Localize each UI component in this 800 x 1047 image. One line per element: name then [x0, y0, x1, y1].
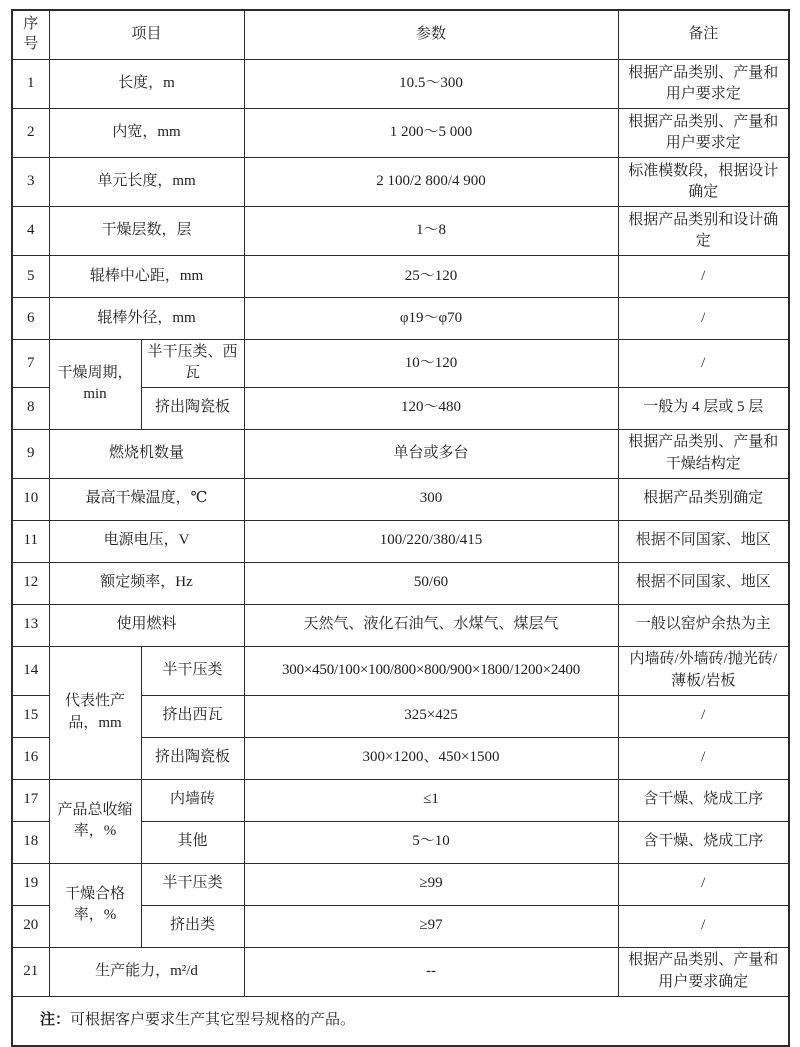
- item-cell: 辊棒中心距，mm: [49, 256, 244, 298]
- col-header-param: 参数: [244, 10, 618, 60]
- row-number-cell: 9: [12, 429, 49, 478]
- param-cell: ≤1: [244, 779, 618, 821]
- row-number-cell: 1: [12, 60, 49, 109]
- row-number-cell: 10: [12, 478, 49, 520]
- row-number-cell: 3: [12, 158, 49, 207]
- param-cell: ≥97: [244, 905, 618, 947]
- row-number-cell: 17: [12, 779, 49, 821]
- item-group-cell: 干燥周期，min: [49, 340, 141, 430]
- row-number-cell: 4: [12, 207, 49, 256]
- col-header-no-label: 序号: [23, 16, 39, 53]
- remark-cell: 根据产品类别、产量和用户要求定: [618, 60, 789, 109]
- table-row: [12, 429, 789, 478]
- row-number-cell: 13: [12, 604, 49, 646]
- row-number-cell: 11: [12, 520, 49, 562]
- item-sub-cell: 挤出西瓦: [141, 695, 244, 737]
- param-cell: ≥99: [244, 863, 618, 905]
- param-cell: 300: [244, 478, 618, 520]
- remark-cell: /: [618, 298, 789, 340]
- remark-cell: 标准模数段，根据设计确定: [618, 158, 789, 207]
- item-sub-cell: 半干压类: [141, 646, 244, 695]
- param-cell: 单台或多台: [244, 429, 618, 478]
- item-sub-cell: 挤出类: [141, 905, 244, 947]
- param-cell: 300×450/100×100/800×800/900×1800/1200×2400: [244, 646, 618, 695]
- table-row: [12, 256, 789, 298]
- note-label: 注：: [40, 1011, 71, 1028]
- param-cell: 1 200～5 000: [244, 109, 618, 158]
- param-cell: 10～120: [244, 340, 618, 388]
- table-note-row: [12, 996, 789, 1046]
- remark-cell: 根据产品类别、产量和干燥结构定: [618, 429, 789, 478]
- param-cell: φ19～φ70: [244, 298, 618, 340]
- row-number-cell: 5: [12, 256, 49, 298]
- item-group-cell: 产品总收缩率，%: [49, 779, 141, 863]
- table-note-cell: [12, 996, 789, 1046]
- row-number-cell: 2: [12, 109, 49, 158]
- table-row: [12, 520, 789, 562]
- note-text: 可根据客户要求生产其它型号规格的产品。: [70, 1011, 356, 1028]
- item-cell: 电源电压，V: [49, 520, 244, 562]
- table-row: [12, 863, 789, 905]
- item-cell: 辊棒外径，mm: [49, 298, 244, 340]
- param-cell: 2 100/2 800/4 900: [244, 158, 618, 207]
- remark-cell: /: [618, 340, 789, 388]
- remark-cell: 一般以窑炉余热为主: [618, 604, 789, 646]
- row-number-cell: 18: [12, 821, 49, 863]
- remark-cell: 根据产品类别、产量和用户要求确定: [618, 947, 789, 996]
- item-cell: 最高干燥温度，℃: [49, 478, 244, 520]
- table-row: [12, 109, 789, 158]
- item-cell: 内宽，mm: [49, 109, 244, 158]
- remark-cell: 内墙砖/外墙砖/抛光砖/薄板/岩板: [618, 646, 789, 695]
- row-number-cell: 19: [12, 863, 49, 905]
- header-row: [12, 10, 789, 60]
- param-cell: 120～480: [244, 387, 618, 429]
- col-header-no: [12, 10, 49, 60]
- row-number-cell: 20: [12, 905, 49, 947]
- table-row: [12, 340, 789, 388]
- param-cell: 25～120: [244, 256, 618, 298]
- remark-cell: 根据产品类别、产量和用户要求定: [618, 109, 789, 158]
- remark-cell: 根据产品类别确定: [618, 478, 789, 520]
- table-row: [12, 60, 789, 109]
- table-row: [12, 298, 789, 340]
- item-cell: 干燥层数，层: [49, 207, 244, 256]
- remark-cell: /: [618, 737, 789, 779]
- table-row: [12, 646, 789, 695]
- param-cell: 天然气、液化石油气、水煤气、煤层气: [244, 604, 618, 646]
- remark-cell: 根据产品类别和设计确定: [618, 207, 789, 256]
- col-header-item: 项目: [49, 10, 244, 60]
- row-number-cell: 14: [12, 646, 49, 695]
- param-cell: 10.5～300: [244, 60, 618, 109]
- item-cell: 使用燃料: [49, 604, 244, 646]
- item-cell: 额定频率，Hz: [49, 562, 244, 604]
- row-number-cell: 6: [12, 298, 49, 340]
- param-cell: 5～10: [244, 821, 618, 863]
- remark-cell: /: [618, 905, 789, 947]
- row-number-cell: 16: [12, 737, 49, 779]
- table-row: [12, 562, 789, 604]
- item-group-cell: 代表性产品，mm: [49, 646, 141, 779]
- item-sub-cell: 半干压类: [141, 863, 244, 905]
- table-row: [12, 207, 789, 256]
- remark-cell: 一般为 4 层或 5 层: [618, 387, 789, 429]
- remark-cell: /: [618, 256, 789, 298]
- remark-cell: 含干燥、烧成工序: [618, 779, 789, 821]
- item-cell: 单元长度，mm: [49, 158, 244, 207]
- param-cell: 50/60: [244, 562, 618, 604]
- table-row: [12, 478, 789, 520]
- row-number-cell: 15: [12, 695, 49, 737]
- param-cell: 325×425: [244, 695, 618, 737]
- remark-cell: /: [618, 863, 789, 905]
- item-sub-cell: 内墙砖: [141, 779, 244, 821]
- row-number-cell: 8: [12, 387, 49, 429]
- item-group-cell: 干燥合格率，%: [49, 863, 141, 947]
- row-number-cell: 12: [12, 562, 49, 604]
- col-header-remark: 备注: [618, 10, 789, 60]
- remark-cell: 含干燥、烧成工序: [618, 821, 789, 863]
- spec-table: [11, 9, 790, 1047]
- table-row: [12, 947, 789, 996]
- item-sub-cell: 半干压类、西瓦: [141, 340, 244, 388]
- remark-cell: 根据不同国家、地区: [618, 562, 789, 604]
- param-cell: 100/220/380/415: [244, 520, 618, 562]
- table-row: [12, 158, 789, 207]
- item-cell: 燃烧机数量: [49, 429, 244, 478]
- item-sub-cell: 挤出陶瓷板: [141, 387, 244, 429]
- param-cell: --: [244, 947, 618, 996]
- item-sub-cell: 挤出陶瓷板: [141, 737, 244, 779]
- remark-cell: /: [618, 695, 789, 737]
- row-number-cell: 7: [12, 340, 49, 388]
- item-cell: 长度，m: [49, 60, 244, 109]
- table-row: [12, 604, 789, 646]
- item-cell: 生产能力，m²/d: [49, 947, 244, 996]
- remark-cell: 根据不同国家、地区: [618, 520, 789, 562]
- param-cell: 300×1200、450×1500: [244, 737, 618, 779]
- table-row: [12, 779, 789, 821]
- row-number-cell: 21: [12, 947, 49, 996]
- item-sub-cell: 其他: [141, 821, 244, 863]
- param-cell: 1～8: [244, 207, 618, 256]
